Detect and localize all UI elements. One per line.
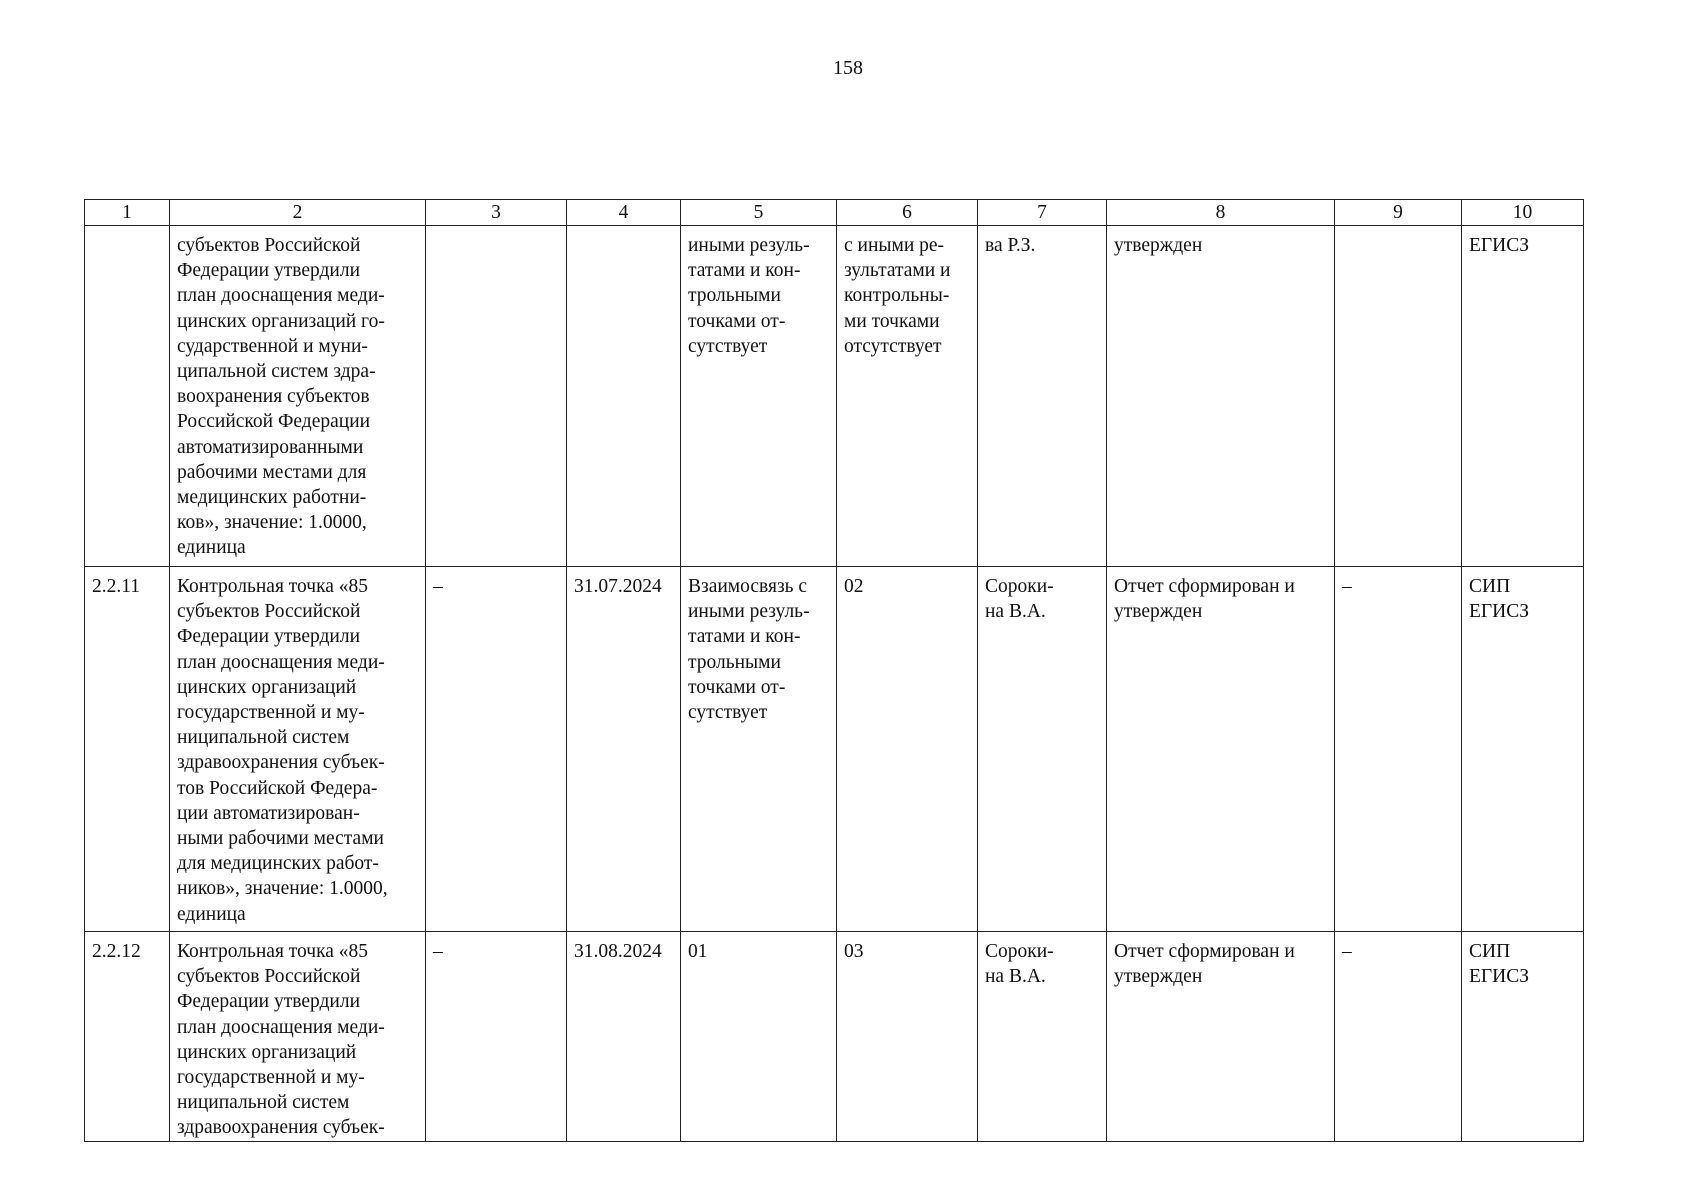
cell-text: 2.2.11 <box>92 576 141 597</box>
column-header-8: 8 <box>1107 200 1335 226</box>
cell-start-date <box>426 932 567 1142</box>
cell-text: Взаимосвязь с иными резуль- татами и кон- трольными точками от- сутствует <box>688 576 810 724</box>
cell-text: Сороки- на В.А. <box>985 576 1054 623</box>
cell-end-date <box>567 226 681 567</box>
cell-text: – <box>433 941 443 962</box>
cell-name <box>170 567 426 932</box>
cell-text: 03 <box>844 941 864 962</box>
cell-text: 02 <box>844 576 864 597</box>
cell-result <box>1107 932 1335 1142</box>
cell-text: 01 <box>688 941 708 962</box>
cell-text: – <box>433 576 443 597</box>
table-row <box>85 932 1584 1142</box>
cell-text: – <box>1342 576 1352 597</box>
cell-text: – <box>1342 941 1352 962</box>
column-header-4: 4 <box>567 200 681 226</box>
column-header-1: 1 <box>85 200 170 226</box>
cell-text: СИП ЕГИСЗ <box>1469 576 1530 623</box>
cell-level <box>1335 567 1462 932</box>
column-header-5: 5 <box>681 200 837 226</box>
cell-system <box>1462 932 1584 1142</box>
cell-text: 31.07.2024 <box>574 576 662 597</box>
cell-number <box>85 932 170 1142</box>
cell-text: Сороки- на В.А. <box>985 941 1054 988</box>
cell-start-date <box>426 567 567 932</box>
cell-predecessors <box>681 932 837 1142</box>
cell-responsible <box>978 567 1107 932</box>
cell-system <box>1462 226 1584 567</box>
table-row <box>85 226 1584 567</box>
cell-text: Отчет сформирован и утвержден <box>1114 576 1295 623</box>
cell-system <box>1462 567 1584 932</box>
cell-number <box>85 226 170 567</box>
column-header-3: 3 <box>426 200 567 226</box>
cell-responsible <box>978 932 1107 1142</box>
cell-text: ЕГИСЗ <box>1469 235 1530 256</box>
column-header-2: 2 <box>170 200 426 226</box>
cell-result <box>1107 226 1335 567</box>
cell-predecessors <box>681 567 837 932</box>
cell-text: Отчет сформирован и утвержден <box>1114 941 1295 988</box>
cell-text: иными резуль- татами и кон- трольными точками от- сутствует <box>688 235 810 357</box>
column-header-7: 7 <box>978 200 1107 226</box>
cell-successors <box>837 932 978 1142</box>
cell-text: ва Р.З. <box>985 235 1036 256</box>
cell-predecessors <box>681 226 837 567</box>
table-header-row <box>85 200 1584 226</box>
cell-text: Контрольная точка «85 субъектов Российской Федерации утвердили план дооснащения меди- цинских организаций государственной и му- ниципальной систем здравоохранения субъек- тов Российской Федера- ции автоматизирован- ными рабочими местами для медицинских работ- ников», значение: 1.0000, единица <box>177 576 388 925</box>
cell-text: субъектов Российской Федерации утвердили план дооснащения меди- цинских организаций го- сударственной и муни- ципальной систем здра- воохранения субъектов Российской Федерации автоматизированными рабочими местами для медицинских работни- ков», значение: 1.0000, единица <box>177 235 385 559</box>
cell-level <box>1335 226 1462 567</box>
plan-table <box>84 199 1584 1142</box>
cell-responsible <box>978 226 1107 567</box>
cell-text: с иными ре- зультатами и контрольны- ми точками отсутствует <box>844 235 951 357</box>
cell-text: Контрольная точка «85 субъектов Российской Федерации утвердили план дооснащения меди- цинских организаций государственной и му- ниципальной систем здравоохранения субъек- <box>177 941 385 1139</box>
cell-text: 2.2.12 <box>92 941 141 962</box>
cell-name <box>170 226 426 567</box>
cell-number <box>85 567 170 932</box>
page-number: 158 <box>833 57 863 79</box>
cell-level <box>1335 932 1462 1142</box>
cell-end-date <box>567 567 681 932</box>
cell-successors <box>837 226 978 567</box>
cell-text: 31.08.2024 <box>574 941 662 962</box>
column-header-6: 6 <box>837 200 978 226</box>
cell-successors <box>837 567 978 932</box>
column-header-9: 9 <box>1335 200 1462 226</box>
cell-result <box>1107 567 1335 932</box>
cell-end-date <box>567 932 681 1142</box>
cell-text: СИП ЕГИСЗ <box>1469 941 1530 988</box>
cell-text: утвержден <box>1114 235 1203 256</box>
column-header-10: 10 <box>1462 200 1584 226</box>
table-row <box>85 567 1584 932</box>
cell-start-date <box>426 226 567 567</box>
cell-name <box>170 932 426 1142</box>
